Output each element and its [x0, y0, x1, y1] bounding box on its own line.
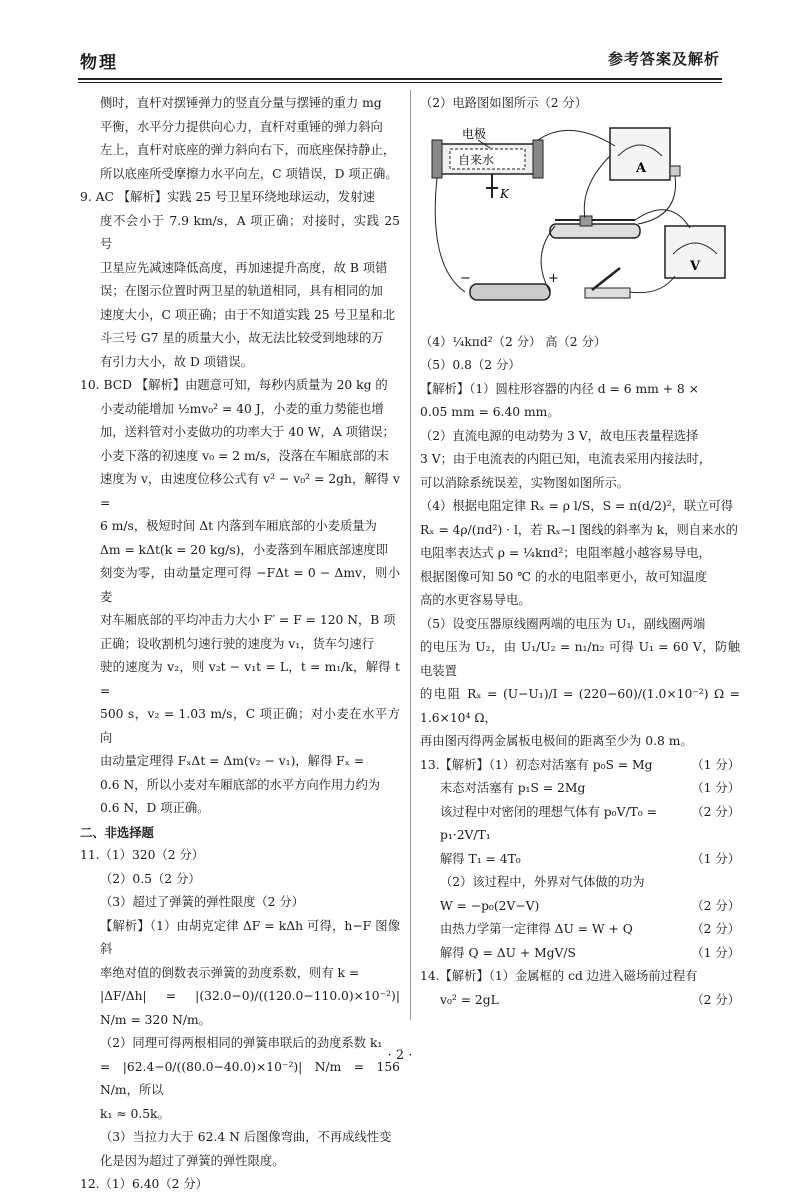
- text-line: 斗三号 G7 星的质量大小，故无法比较受到地球的万: [100, 331, 384, 345]
- scored-line-text: 解得 T₁ = 4T₀: [440, 851, 521, 866]
- text-line: 驶的速度为 v₂，则 v₂t − v₁t = L，t = m₁/k，解得 t =: [100, 660, 400, 698]
- valve-label: K: [500, 186, 509, 201]
- voltmeter-label: V: [690, 258, 701, 274]
- text-line: 0.6 N，所以小麦对车厢底部的水平方向作用力约为: [100, 777, 381, 792]
- text-line: 加，送料管对小麦做功的功率大于 40 W，A 项错误；: [100, 425, 395, 439]
- text-line: 速度为 v，由速度位移公式有 v² − v₀² = 2gh，解得 v =: [100, 472, 400, 510]
- text-line: 刻变为零，由动量定理可得 −FΔt = 0 − Δmv，则小麦: [100, 566, 400, 604]
- score-mark: （1 分）: [691, 945, 740, 960]
- text-line: 6 m/s，极短时间 Δt 内落到车厢底部的小麦质量为: [100, 519, 377, 533]
- header-rule-thin: [78, 82, 722, 83]
- scored-line-text: 13.【解析】（1）初态对活塞有 p₀S = Mg: [420, 757, 653, 772]
- text-line: 10. BCD 【解析】由题意可知，每秒内质量为 20 kg 的: [80, 378, 388, 392]
- battery-plus: +: [548, 270, 559, 286]
- scored-line: [420, 754, 740, 778]
- rheostat-slider: [580, 216, 592, 226]
- wire-2: [538, 130, 615, 146]
- rheostat: [550, 224, 640, 238]
- text-line: 正确；设收割机匀速行驶的速度为 v₁，货车匀速行: [100, 636, 375, 651]
- text-line: 卫星应先减速降低高度，再加速提升高度，故 B 项错: [100, 260, 388, 275]
- text-line: 12.（1）6.40（2 分）: [80, 1177, 208, 1191]
- text-line: 【解析】（1）圆柱形容器的内径 d = 6 mm + 8 ×: [420, 381, 699, 396]
- text-line: 再由图丙得两金属板电极间的距离至少为 0.8 m。: [420, 734, 693, 748]
- right-column: [420, 92, 740, 1012]
- scored-line-text: （2）该过程中，外界对气体做的功为: [440, 875, 645, 889]
- text-line: （3）超过了弹簧的弹性限度（2 分）: [100, 895, 305, 909]
- text-line: 9. AC 【解析】实践 25 号卫星环绕地球运动，发射速: [80, 190, 375, 204]
- text-line: 平衡，水平分力提供向心力，直杆对重锤的弹力斜向: [100, 119, 383, 134]
- page-header: [78, 44, 722, 76]
- right-cap: [533, 140, 543, 178]
- column-divider: [410, 90, 411, 1020]
- text-line: （4）¼kπd²（2 分） 高（2 分）: [420, 334, 607, 349]
- text-line: 速度大小，C 项正确；由于不知道实践 25 号卫星和北: [100, 307, 396, 322]
- wire-3: [638, 176, 676, 224]
- page-number: · 2 ·: [387, 1048, 413, 1063]
- header-rule: [78, 78, 722, 80]
- left-cap: [432, 140, 442, 178]
- text-line: （5）0.8（2 分）: [420, 358, 521, 372]
- subject-title: 物理: [80, 53, 118, 73]
- score-mark: （1 分）: [691, 851, 740, 866]
- text-line: 可以消除系统误差，实物图如图所示。: [420, 475, 630, 490]
- ammeter-terminal: [670, 166, 680, 176]
- text-line: 二、非选择题: [80, 824, 154, 840]
- right-column-scored: [420, 754, 740, 1013]
- text-line: 由动量定理得 FₓΔt = Δm(v₂ − v₁)，解得 Fₓ =: [100, 754, 365, 768]
- text-line: 的电阻 Rₓ = (U−U₁)/I = (220−60)/(1.0×10⁻²) Ω = 1.6×10⁴ Ω，: [420, 687, 740, 725]
- text-line: 3 V；由于电流表的内阻已知，电流表采用内接法时，: [420, 452, 712, 466]
- text-line: （2）同理可得两根相同的弹簧串联后的劲度系数 k₁: [100, 1036, 383, 1050]
- text-line: （4）根据电阻定律 Rₓ = ρ l/S，S = π(d/2)²，联立可得: [420, 499, 734, 513]
- text-line: 【解析】（1）由胡克定律 ΔF = kΔh 可得，h−F 图像斜: [100, 918, 400, 956]
- left-column: [80, 92, 400, 1197]
- text-line: （5）设变压器原线圈两端的电压为 U₁，副线圈两端: [420, 616, 706, 631]
- text-line: 化是因为超过了弹簧的弹性限度。: [100, 1153, 285, 1168]
- text-line: 根据图像可知 50 ℃ 的水的电阻率更小，故可知温度: [420, 569, 708, 584]
- text-line: 左上，直杆对底座的弹力斜向右下，而底座保持静止，: [100, 143, 396, 157]
- scored-line: [420, 989, 740, 1013]
- q12-part2-line: （2）电路图如图所示（2 分）: [420, 96, 588, 110]
- scored-line-text: 由热力学第一定律得 ΔU = W + Q: [440, 922, 633, 936]
- text-line: |ΔF/Δh| = |(32.0−0)/((120.0−110.0)×10⁻²)| N/m = 320 N/m。: [100, 989, 400, 1027]
- score-mark: （2 分）: [691, 992, 740, 1007]
- electrode-label: 电极: [462, 126, 487, 141]
- text-line: 11.（1）320（2 分）: [80, 848, 205, 862]
- text-line: 误；在图示位置时两卫星的轨道相同，具有相同的加: [100, 284, 383, 298]
- score-mark: （2 分）: [691, 898, 740, 913]
- text-line: 侧时，直杆对摆锤弹力的竖直分量与摆锤的重力 mg: [100, 96, 382, 110]
- scored-line: [420, 895, 740, 919]
- text-line: 所以底座所受摩擦力水平向左，C 项错误，D 项正确。: [100, 166, 398, 181]
- scored-line: [420, 871, 740, 895]
- scored-line: [420, 918, 740, 942]
- text-line: 小麦下落的初速度 v₀ = 2 m/s，没落在车厢底部的末: [100, 448, 390, 463]
- section-title: 参考答案及解析: [607, 50, 720, 68]
- text-line: 对车厢底部的平均冲击力大小 F′ = F = 120 N，B 项: [100, 613, 396, 627]
- text-line: = |62.4−0/((80.0−40.0)×10⁻²)| N/m = 156 N/m，所以: [100, 1059, 400, 1097]
- scored-line-text: v₀² = 2gL: [440, 992, 499, 1007]
- text-line: k₁ ≈ 0.5k。: [100, 1106, 170, 1121]
- text-line: （2）直流电源的电动势为 3 V，故电压表量程选择: [420, 428, 699, 443]
- battery-minus: −: [460, 270, 471, 286]
- score-mark: （2 分）: [691, 804, 740, 819]
- text-line: 的电压为 U₂，由 U₁/U₂ = n₁/n₂ 可得 U₁ = 60 V，防触电装置: [420, 640, 740, 678]
- text-line: 电阻率表达式 ρ = ¼kπd²；电阻率越小越容易导电，: [420, 546, 711, 560]
- text-line: 率绝对值的倒数表示弹簧的劲度系数，则有 k =: [100, 965, 360, 980]
- scored-line-text: 解得 Q = ΔU + MgV/S: [440, 945, 576, 960]
- text-line: 500 s，v₂ = 1.03 m/s，C 项正确；对小麦在水平方向: [100, 707, 400, 745]
- text-line: Δm = kΔt(k = 20 kg/s)，小麦落到车厢底部速度即: [100, 542, 388, 557]
- scored-line-text: 末态对活塞有 p₁S = 2Mg: [440, 781, 586, 795]
- scored-line: [420, 942, 740, 966]
- scored-line-text: 14.【解析】（1）金属框的 cd 边进入磁场前过程有: [420, 969, 698, 983]
- circuit-figure: [420, 116, 740, 331]
- right-column-text: [420, 331, 740, 754]
- scored-line: [420, 801, 740, 848]
- text-line: 度不会小于 7.9 km/s，A 项正确；对接时，实践 25 号: [100, 213, 400, 251]
- score-mark: （1 分）: [691, 757, 740, 772]
- scored-line-text: W = −p₀(2V−V): [440, 898, 540, 913]
- text-line: 0.05 mm = 6.40 mm。: [420, 405, 560, 419]
- scored-line: [420, 777, 740, 801]
- text-line: 高的水更容易导电。: [420, 593, 531, 607]
- scored-line: [420, 848, 740, 872]
- score-mark: （2 分）: [691, 922, 740, 936]
- water-label: 自来水: [458, 152, 495, 167]
- switch-lever: [592, 268, 620, 290]
- text-line: 小麦动能增加 ½mv₀² = 40 J，小麦的重力势能也增: [100, 401, 384, 416]
- wire-7: [584, 156, 610, 218]
- text-line: 0.6 N，D 项正确。: [100, 801, 210, 815]
- text-line: Rₓ = 4ρ/(πd²) · l，若 Rₓ−l 图线的斜率为 k，则自来水的: [420, 522, 738, 537]
- scored-line-text: 该过程中对密闭的理想气体有 p₀V/T₀ = p₁·2V/T₁: [440, 804, 657, 842]
- scored-line: [420, 965, 740, 989]
- ammeter-label: A: [636, 160, 647, 176]
- text-line: 有引力大小，故 D 项错误。: [100, 354, 253, 369]
- text-line: （3）当拉力大于 62.4 N 后图像弯曲，不再成线性变: [100, 1130, 392, 1144]
- text-line: （2）0.5（2 分）: [100, 871, 201, 886]
- circuit-diagram: [420, 116, 740, 326]
- battery: [470, 284, 550, 300]
- score-mark: （1 分）: [691, 781, 740, 795]
